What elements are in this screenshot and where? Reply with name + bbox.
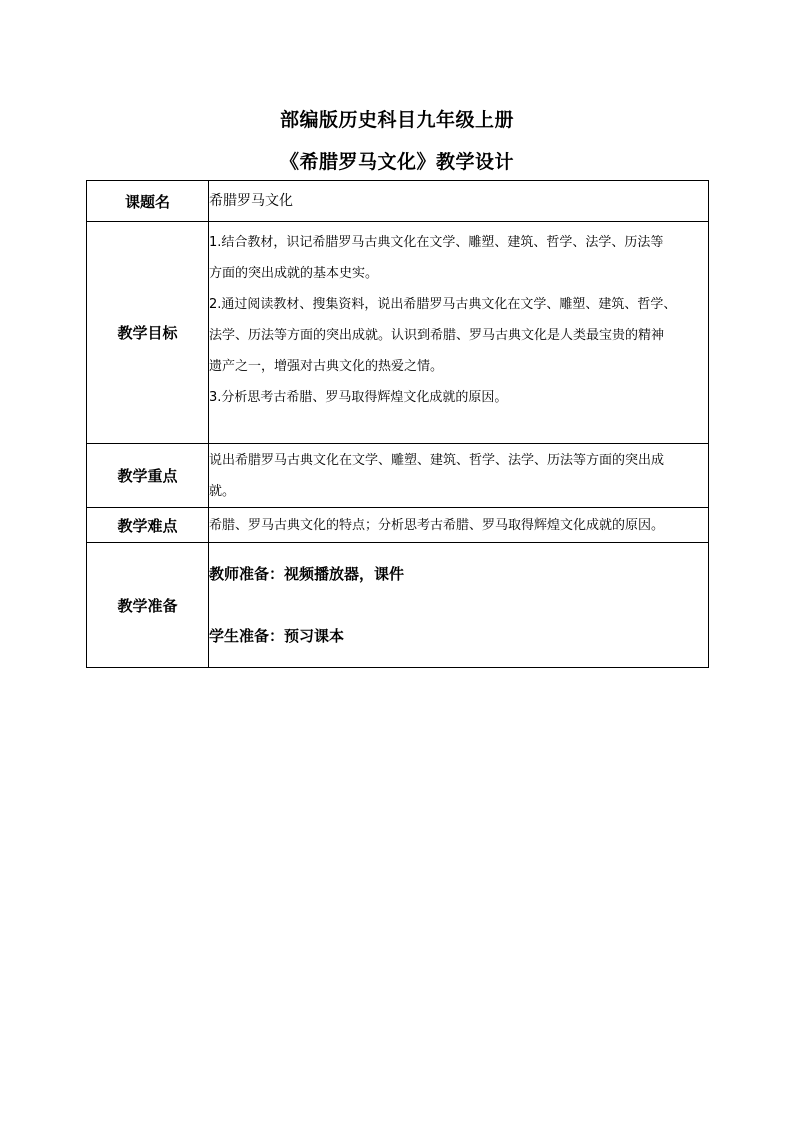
document-title: 部编版历史科目九年级上册 (279, 109, 514, 131)
topic-label: 课题名 (87, 181, 209, 222)
objectives-content (209, 222, 709, 444)
table-row-preparation (87, 543, 709, 668)
preparation-label: 教学准备 (87, 543, 209, 668)
student-preparation: 学生准备：预习课本 (209, 627, 345, 645)
topic-value: 希腊罗马文化 (209, 181, 709, 222)
key-points-line: 就。 (209, 483, 236, 499)
difficulties-label: 教学难点 (87, 508, 209, 543)
objectives-label: 教学目标 (87, 222, 209, 444)
key-points-line: 说出希腊罗马古典文化在文学、雕塑、建筑、哲学、法学、历法等方面的突出成 (209, 452, 665, 468)
table-row-key-points (87, 444, 709, 508)
table-row-topic (87, 181, 709, 222)
objectives-line: 1.结合教材，识记希腊罗马古典文化在文学、雕塑、建筑、哲学、法学、历法等 (209, 235, 664, 250)
document-subtitle: 《希腊罗马文化》教学设计 (279, 151, 514, 173)
key-points-content (209, 444, 709, 508)
objectives-line: 遗产之一，增强对古典文化的热爱之情。 (209, 359, 444, 374)
difficulties-text: 希腊、罗马古典文化的特点；分析思考古希腊、罗马取得辉煌文化成就的原因。 (209, 517, 665, 533)
preparation-content (209, 543, 709, 668)
lesson-plan-table (86, 180, 709, 668)
key-points-label: 教学重点 (87, 444, 209, 508)
table-row-objectives (87, 222, 709, 444)
objectives-line: 方面的突出成就的基本史实。 (209, 266, 379, 281)
table-row-difficulties (87, 508, 709, 543)
teacher-preparation: 教师准备：视频播放器，课件 (209, 565, 405, 583)
difficulties-value (209, 508, 709, 543)
objectives-line: 法学、历法等方面的突出成就。认识到希腊、罗马古典文化是人类最宝贵的精神 (209, 328, 665, 343)
objectives-line: 3.分析思考古希腊、罗马取得辉煌文化成就的原因。 (209, 390, 508, 405)
objectives-line: 2.通过阅读教材、搜集资料，说出希腊罗马古典文化在文学、雕塑、建筑、哲学、 (209, 297, 677, 312)
